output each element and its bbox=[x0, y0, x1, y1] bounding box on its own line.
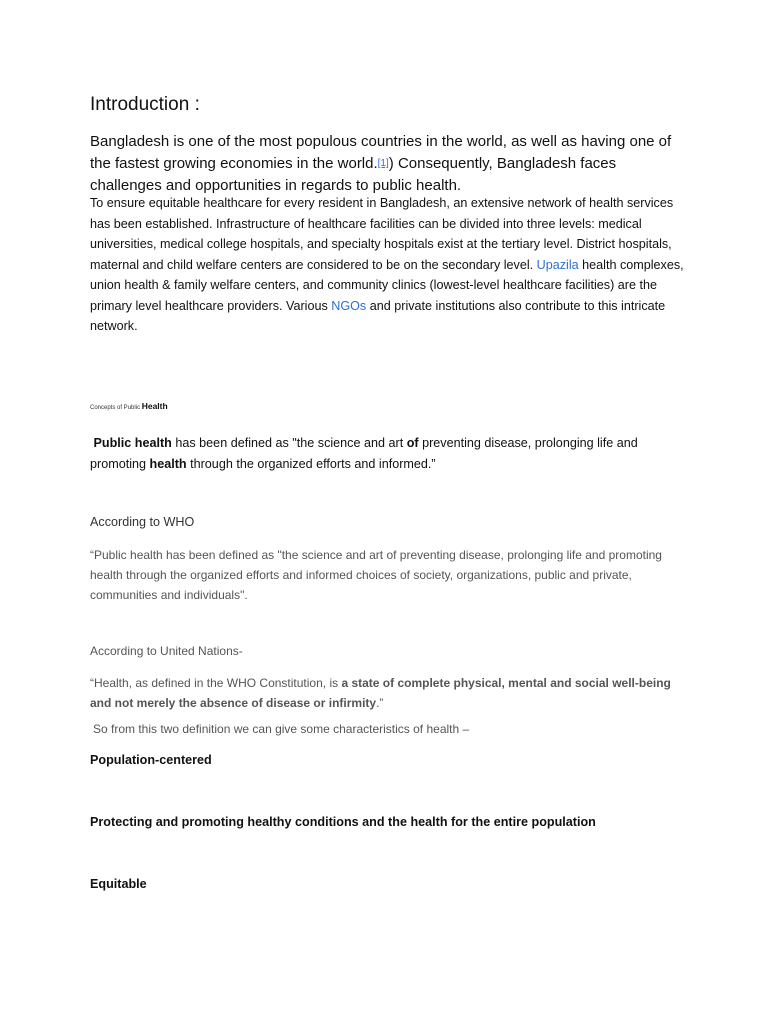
un-heading: According to United Nations- bbox=[90, 644, 243, 658]
un-text: “Health, as defined in the WHO Constitution, is bbox=[90, 676, 342, 690]
item-population-centered: Population-centered bbox=[90, 753, 212, 767]
definition-text: has been defined as "the science and art bbox=[171, 436, 407, 450]
section-title: Introduction : bbox=[90, 94, 200, 115]
definition-bold-of: of bbox=[406, 436, 419, 450]
public-health-term: Public health bbox=[93, 436, 172, 450]
concepts-word: Health bbox=[141, 401, 168, 411]
ngos-link[interactable]: NGOs bbox=[331, 298, 367, 313]
who-heading: According to WHO bbox=[90, 515, 195, 529]
lead-text: Bangladesh is one of the most populous countries in the world, as well as having one of the fastest growing economies in the world. bbox=[90, 133, 672, 172]
body-text: To ensure equitable healthcare for every resident in Bangladesh, an extensive network of health services has been established. Infrastructure of healthcare facilities can be divided into three levels: medical universities, medical college hospitals, and specialty hospitals exist at the tertiary level. District hospitals, maternal and child welfare centers are considered to be on the secondary level. bbox=[90, 196, 674, 272]
characteristics-intro: So from this two definition we can give some characteristics of health – bbox=[93, 722, 470, 736]
lead-text-continued: ) Consequently, Bangladesh faces challenges and opportunities in regards to public health. bbox=[90, 155, 617, 194]
who-definition: “Public health has been defined as "the science and art of preventing disease, prolonging life and promoting health through the organized efforts and informed choices of society, organizations, public and private, communities and individuals". bbox=[90, 548, 662, 602]
definition-text-continued: preventing disease, prolonging life and promoting bbox=[90, 436, 638, 471]
un-definition bbox=[90, 673, 690, 713]
body-text-end: and private institutions also contribute to this intricate network. bbox=[90, 298, 666, 333]
citation-link[interactable]: [1] bbox=[377, 158, 389, 169]
intro-body-paragraph bbox=[90, 193, 690, 337]
definition-text-end: through the organized efforts and informed.” bbox=[186, 456, 436, 471]
un-bold-text: a state of complete physical, mental and social well-being and not merely the absence of disease or infirmity bbox=[90, 676, 671, 710]
body-text-continued: health complexes, union health & family welfare centers, and community clinics (lowest-level healthcare facilities) are the primary level healthcare providers. Various bbox=[90, 257, 684, 313]
intro-lead-paragraph bbox=[90, 131, 690, 197]
public-health-definition bbox=[90, 433, 690, 474]
upazila-link[interactable]: Upazila bbox=[536, 257, 579, 272]
concepts-heading bbox=[90, 401, 168, 411]
definition-bold-health: health bbox=[149, 456, 187, 471]
concepts-prefix: Concepts of Public bbox=[90, 405, 142, 411]
item-protecting: Protecting and promoting healthy conditions and the health for the entire population bbox=[90, 815, 596, 829]
un-text-end: .” bbox=[376, 696, 384, 710]
item-equitable: Equitable bbox=[90, 877, 147, 891]
